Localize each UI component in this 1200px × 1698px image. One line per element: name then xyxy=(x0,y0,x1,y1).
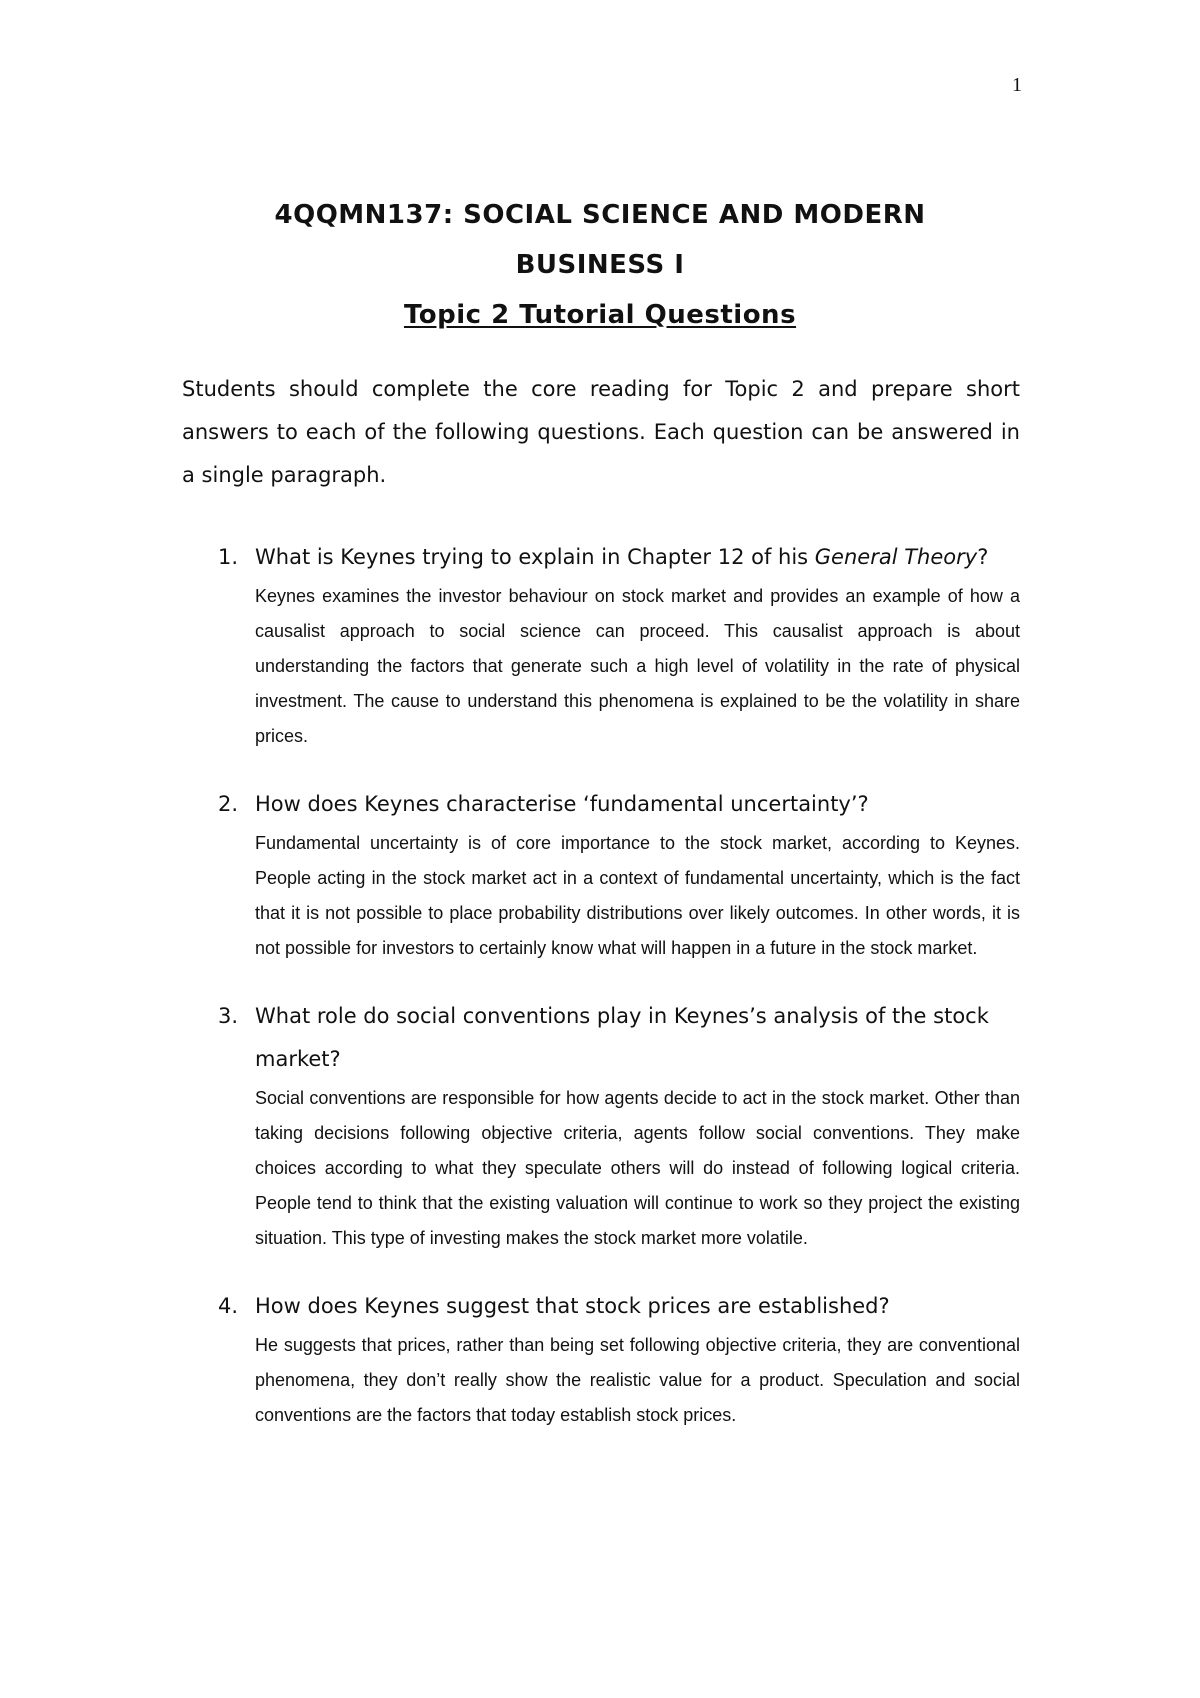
course-title-line-1: 4QQMN137: SOCIAL SCIENCE AND MODERN xyxy=(274,200,926,230)
question-number: 2. xyxy=(218,792,239,816)
question-item xyxy=(182,536,1020,754)
document-header xyxy=(180,190,1020,340)
course-title-line-2: BUSINESS I xyxy=(515,250,685,280)
page-number: 1 xyxy=(1012,74,1022,96)
question-text: How does Keynes suggest that stock prices are established? xyxy=(255,1294,890,1318)
answer-text: Social conventions are responsible for how agents decide to act in the stock market. Other than taking decisions following objective criteria, agents follow social conventions. They make choices according to what they speculate others will do instead of following logical criteria. People tend to think that the existing valuation will continue to work so they project the existing situation. This type of investing makes the stock market more volatile. xyxy=(255,1088,1020,1248)
question-text: How does Keynes characterise ‘fundamental uncertainty’? xyxy=(255,792,869,816)
question-number: 1. xyxy=(218,545,239,569)
question-list xyxy=(182,536,1020,1462)
intro-paragraph: Students should complete the core reading for Topic 2 and prepare short answers to each of the following questions. Each question can be answered in a single paragraph. xyxy=(182,377,1020,487)
answer-text: He suggests that prices, rather than being set following objective criteria, they are conventional phenomena, they don’t really show the realistic value for a product. Speculation and social conventions are the factors that today establish stock prices. xyxy=(255,1335,1020,1425)
question-item xyxy=(182,995,1020,1256)
question-text-part: ? xyxy=(977,545,989,569)
question-text-part: What is Keynes trying to explain in Chapter 12 of his xyxy=(255,545,815,569)
book-title: General Theory xyxy=(814,545,978,569)
question-item xyxy=(182,1285,1020,1433)
question-number: 4. xyxy=(218,1294,239,1318)
question-number: 3. xyxy=(218,1004,239,1028)
question-item xyxy=(182,783,1020,966)
answer-text: Keynes examines the investor behaviour on stock market and provides an example of how a causalist approach to social science can proceed. This causalist approach is about understanding the factors that generate such a high level of volatility in the rate of physical investment. The cause to understand this phenomena is explained to be the volatility in share prices. xyxy=(255,586,1020,746)
question-text: What role do social conventions play in Keynes’s analysis of the stock market? xyxy=(255,1004,989,1071)
answer-text: Fundamental uncertainty is of core importance to the stock market, according to Keynes. People acting in the stock market act in a context of fundamental uncertainty, which is the fact that it is not possible to place probability distributions over likely outcomes. In other words, it is not possible for investors to certainly know what will happen in a future in the stock market. xyxy=(255,833,1020,958)
question-text xyxy=(255,536,1020,579)
document-subtitle: Topic 2 Tutorial Questions xyxy=(403,300,797,330)
